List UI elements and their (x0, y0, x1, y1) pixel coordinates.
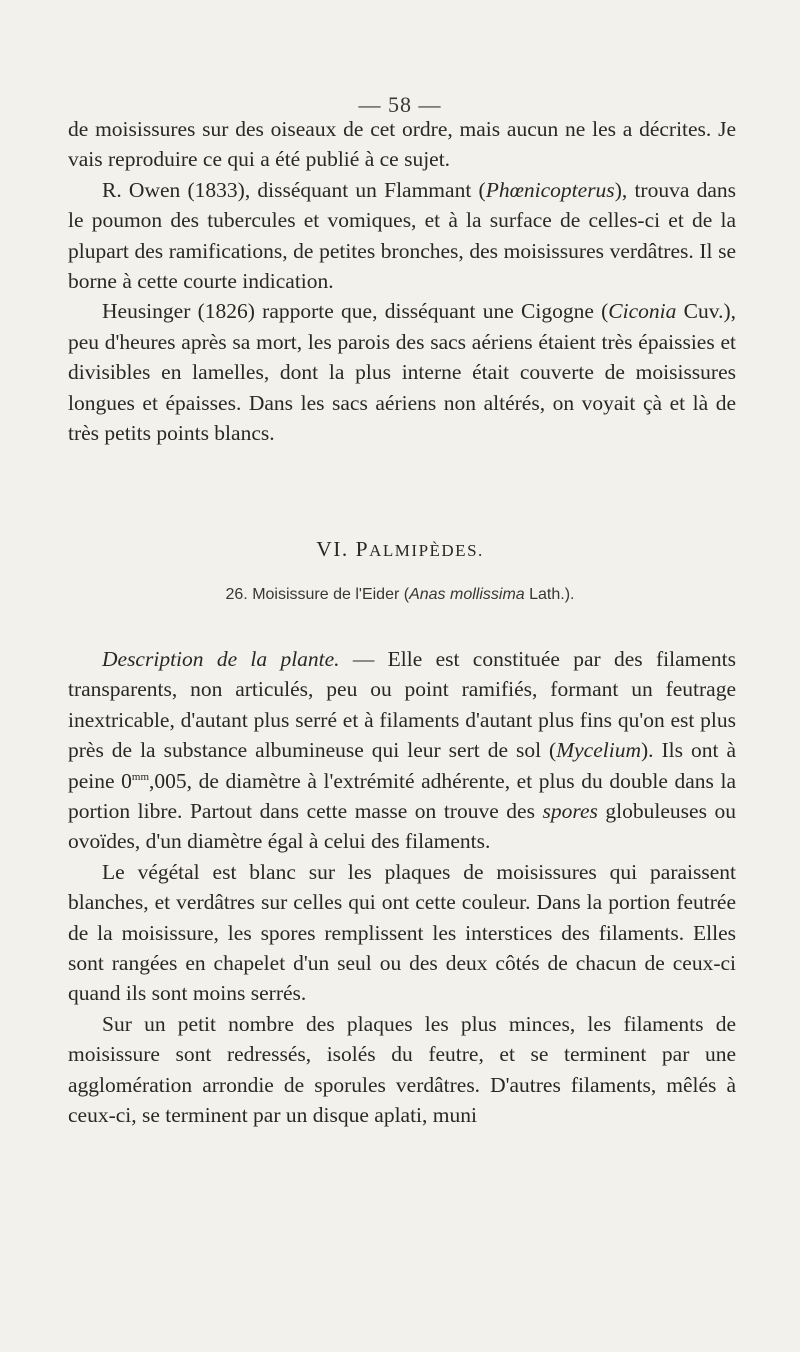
text-block-lower (68, 644, 736, 1131)
section-heading: VI. PALMIPÈDES. (316, 537, 484, 561)
paragraph-heusinger: Heusinger (1826) rapporte que, disséquant une Cigogne (Ciconia Cuv.), peu d'heures après sa mort, les parois des sacs aériens étaient très épaissies et divisibles en lamelles, dont la plus interne était couverte de moisissures longues et épaisses. Dans les sacs aériens non altérés, on voyait çà et là de très petits points blancs. (68, 299, 736, 446)
genus-ciconia: Ciconia (608, 299, 677, 324)
species-heading: 26. Moisissure de l'Eider (Anas mollissima Lath.). (225, 586, 575, 603)
page-number: — 58 — (358, 92, 442, 117)
paragraph-vegetal: Le végétal est blanc sur les plaques de moisissures qui paraissent blanches, et verdâtres sur celles qui ont cette couleur. Dans la portion feutrée de la moisissure, les spores remplissent les interstices des filaments. Elles sont rangées en chapelet d'un seul ou des deux côtés de chacun de ceux-ci quand ils sont moins serrés. (68, 859, 736, 1006)
paragraph-plaques: Sur un petit nombre des plaques les plus minces, les filaments de moisissure sont redressés, isolés du feutre, et se terminent par une agglomération arrondie de sporules verdâtres. D'autres filaments, mêlés à ceux-ci, se terminent par un disque aplati, muni (68, 1011, 736, 1128)
paragraph-owen: R. Owen (1833), disséquant un Flammant (Phœnicopterus), trouva dans le poumon des tubercules et vomiques, et à la surface de celles-ci et de la plupart des ramifications, de petites bronches, des moisissures verdâtres. Il se borne à cette courte indication. (68, 177, 736, 294)
paragraph-continuation: de moisissures sur des oiseaux de cet ordre, mais aucun ne les a décrites. Je vais reproduire ce qui a été publié à ce sujet. (68, 117, 736, 172)
species-latin-name: Anas mollissima (409, 586, 525, 603)
term-mycelium: Mycelium (556, 738, 641, 763)
text-block-upper (68, 114, 736, 448)
unit-superscript: mm (131, 770, 150, 783)
description-lead: Description de la plante. (102, 647, 340, 671)
term-spores: spores (542, 799, 598, 824)
genus-phoenicopterus: Phœnicopterus (485, 177, 615, 202)
paragraph-description: Description de la plante. — Elle est constituée par des filaments transparents, non articulés, peu ou point ramifiés, formant un feutrage inextricable, d'autant plus serré et à filaments d'autant plus fins qu'on est plus près de la substance albumineuse qui leur sert de sol (Mycelium). Ils ont à peine $0^{mm},005$, de diamètre à l'extrémité adhérente, et plus du double dans la portion libre. Partout dans cette masse on trouve des spores globuleuses ou ovoïdes, d'un diamètre égal à celui des filaments. (68, 647, 736, 854)
